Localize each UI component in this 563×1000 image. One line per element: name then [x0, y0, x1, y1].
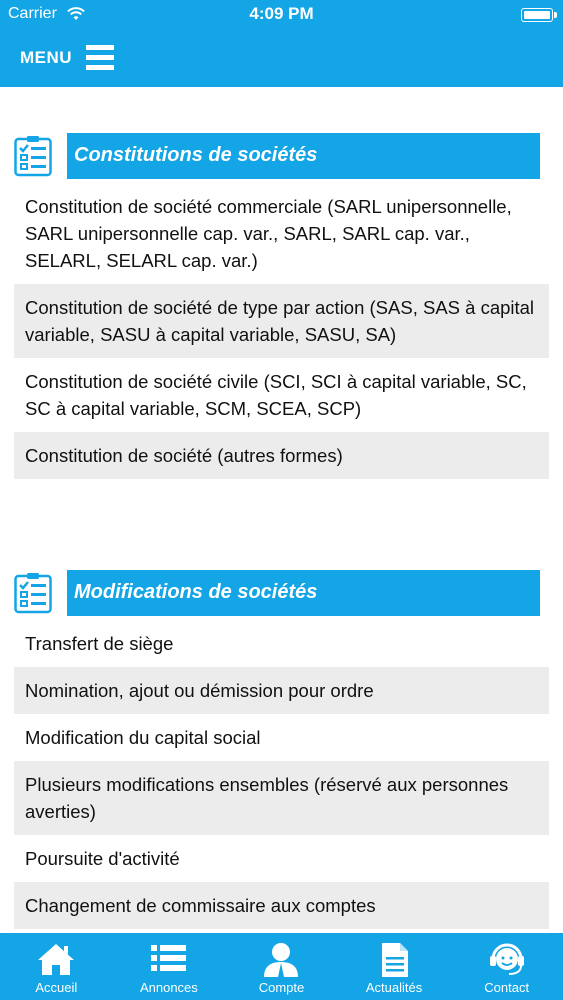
- document-icon: [374, 941, 414, 979]
- list-item[interactable]: Modification du capital social: [25, 727, 261, 748]
- tab-actualites[interactable]: [338, 933, 451, 1000]
- tab-bar: [0, 933, 563, 1000]
- list-item[interactable]: Changement de commissaire aux comptes: [14, 882, 549, 929]
- tab-accueil[interactable]: [0, 933, 113, 1000]
- list-item[interactable]: Constitution de société (autres formes): [14, 432, 549, 479]
- section-modifications: [14, 570, 549, 929]
- list-item[interactable]: Nomination, ajout ou démission pour ordre: [14, 667, 549, 714]
- tab-compte[interactable]: [225, 933, 338, 1000]
- hamburger-icon: [86, 45, 114, 71]
- list-item[interactable]: Plusieurs modifications ensembles (réservé aux personnes averties): [14, 761, 549, 835]
- list-item[interactable]: Constitution de société de type par action (SAS, SAS à capital variable, SASU à capital variable, SASU, SA): [14, 284, 549, 358]
- carrier-label: Carrier: [8, 5, 57, 22]
- battery-icon: [521, 8, 553, 22]
- list-item[interactable]: Constitution de société commerciale (SARL unipersonnelle, SARL unipersonnelle cap. var., SARL, SARL cap. var., SELARL, SELARL cap. var.): [25, 196, 512, 271]
- tab-label: Accueil: [35, 980, 78, 995]
- tab-label: Contact: [484, 980, 530, 995]
- section-header: [14, 570, 549, 620]
- section-title: Modifications de sociétés: [67, 570, 540, 616]
- section-title: Constitutions de sociétés: [67, 133, 540, 179]
- checklist-icon: [14, 135, 52, 177]
- list-item[interactable]: Transfert de siège: [25, 633, 174, 654]
- tab-label: Actualités: [365, 980, 423, 995]
- list-item[interactable]: Poursuite d'activité: [25, 848, 180, 869]
- status-time: 4:09 PM: [249, 4, 314, 23]
- tab-label: Compte: [258, 980, 305, 995]
- checklist-icon: [14, 572, 52, 614]
- headset-icon: [487, 941, 527, 979]
- list-item[interactable]: Constitution de société civile (SCI, SCI à capital variable, SC, SC à capital variable, SCM, SCEA, SCP): [25, 371, 527, 419]
- status-bar: [0, 0, 563, 30]
- menu-label: MENU: [20, 48, 73, 67]
- menu-button[interactable]: [20, 44, 114, 72]
- tab-annonces[interactable]: [113, 933, 226, 1000]
- user-icon: [261, 941, 301, 979]
- list-icon: [149, 941, 189, 977]
- tab-label: Annonces: [139, 980, 198, 995]
- section-constitutions: [14, 133, 549, 479]
- home-icon: [36, 941, 76, 977]
- top-bar: [0, 0, 563, 87]
- tab-contact[interactable]: [450, 933, 563, 1000]
- section-header: [14, 133, 549, 183]
- content-list[interactable]: [0, 87, 563, 933]
